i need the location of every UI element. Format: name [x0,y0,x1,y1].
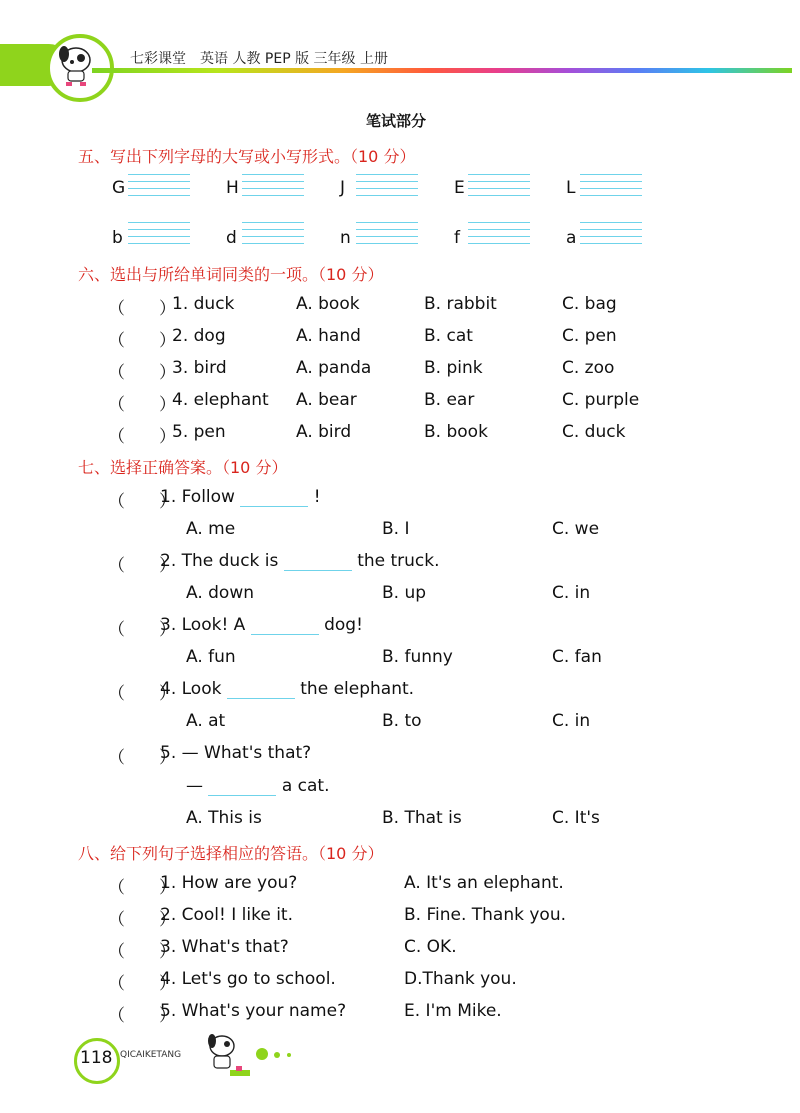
question-sentence: 3. What's that? [160,937,289,957]
answer-blank[interactable] [227,680,295,699]
option-c: C. bag [562,294,617,314]
option-c: C. we [552,519,600,539]
option-c: C. duck [562,422,626,442]
question-word: 5. pen [172,422,226,442]
question-word: 2. dog [172,326,226,346]
option-a: A. fun [186,647,236,667]
answer-paren[interactable]: （ ） [108,748,176,768]
writing-lines[interactable] [128,222,190,244]
answer-blank[interactable] [208,777,276,796]
footer-dot-icon [274,1052,280,1058]
letter: E [454,178,465,198]
letter: f [454,228,460,248]
option-a: A. me [186,519,236,539]
writing-lines[interactable] [356,174,418,196]
answer-option: C. OK. [404,937,457,957]
answer-paren[interactable]: （ ） [108,684,176,704]
answer-paren[interactable]: （ ） [108,878,176,898]
answer-blank[interactable] [251,616,319,635]
answer-paren[interactable]: （ ） [108,556,176,576]
option-a: A. panda [296,358,372,378]
question-word: 4. elephant [172,390,269,410]
answer-blank[interactable] [284,552,352,571]
writing-lines[interactable] [128,174,190,196]
answer-paren[interactable]: （ ） [108,299,176,319]
question-sentence: 3. Look! A dog! [160,615,363,635]
question-sentence: 1. How are you? [160,873,298,893]
answer-option: B. Fine. Thank you. [404,905,567,925]
writing-lines[interactable] [580,222,642,244]
answer-paren[interactable]: （ ） [108,492,176,512]
section7-heading: 七、选择正确答案。（10 分） [78,458,288,477]
footer-dot-icon [287,1053,291,1057]
header-rainbow-bar [92,68,792,73]
writing-lines[interactable] [580,174,642,196]
option-a: A. book [296,294,360,314]
footer-mascot-icon [200,1030,254,1084]
answer-paren[interactable]: （ ） [108,395,176,415]
question-word: 1. duck [172,294,235,314]
letter: G [112,178,126,198]
option-c: C. in [552,711,591,731]
writing-lines[interactable] [242,222,304,244]
option-b: B. That is [382,808,462,828]
answer-paren[interactable]: （ ） [108,1006,176,1026]
letter: n [340,228,351,248]
option-c: C. in [552,583,591,603]
answer-paren[interactable]: （ ） [108,363,176,383]
question-sentence: 5. What's your name? [160,1001,347,1021]
answer-paren[interactable]: （ ） [108,427,176,447]
option-b: B. funny [382,647,453,667]
writing-lines[interactable] [468,222,530,244]
option-b: B. up [382,583,427,603]
question-sentence: 2. The duck is the truck. [160,551,440,571]
answer-paren[interactable]: （ ） [108,910,176,930]
answer-blank[interactable] [240,488,308,507]
option-c: C. pen [562,326,617,346]
footer-dot-icon [256,1048,268,1060]
writing-lines[interactable] [356,222,418,244]
option-b: B. I [382,519,410,539]
answer-option: D.Thank you. [404,969,517,989]
option-a: A. This is [186,808,262,828]
answer-paren[interactable]: （ ） [108,942,176,962]
question-sentence: 4. Look the elephant. [160,679,415,699]
option-c: C. zoo [562,358,615,378]
option-a: A. hand [296,326,361,346]
writing-lines[interactable] [468,174,530,196]
response-line: — a cat. [186,776,330,796]
page-number: 118 [80,1048,113,1068]
letter: H [226,178,239,198]
option-c: C. fan [552,647,602,667]
option-b: B. to [382,711,422,731]
question-sentence: 5. — What's that? [160,743,312,763]
letter: a [566,228,577,248]
option-b: B. rabbit [424,294,497,314]
option-b: B. cat [424,326,473,346]
answer-paren[interactable]: （ ） [108,974,176,994]
option-b: B. book [424,422,488,442]
question-sentence: 1. Follow ! [160,487,321,507]
section8-heading: 八、给下列句子选择相应的答语。（10 分） [78,844,384,863]
answer-paren[interactable]: （ ） [108,620,176,640]
question-sentence: 2. Cool! I like it. [160,905,293,925]
option-a: A. at [186,711,226,731]
answer-option: E. I'm Mike. [404,1001,502,1021]
option-a: A. bear [296,390,357,410]
option-a: A. down [186,583,255,603]
option-b: B. ear [424,390,475,410]
letter: J [340,178,346,198]
question-word: 3. bird [172,358,227,378]
answer-option: A. It's an elephant. [404,873,564,893]
footer-brand: QICAIKETANG [120,1050,182,1060]
letter: L [566,178,576,198]
question-sentence: 4. Let's go to school. [160,969,336,989]
header-title: 七彩课堂 英语 人教 PEP 版 三年级 上册 [130,51,388,67]
option-b: B. pink [424,358,483,378]
section5-heading: 五、写出下列字母的大写或小写形式。（10 分） [78,147,416,166]
answer-paren[interactable]: （ ） [108,331,176,351]
writing-lines[interactable] [242,174,304,196]
section6-heading: 六、选出与所给单词同类的一项。（10 分） [78,265,384,284]
option-c: C. purple [562,390,640,410]
option-a: A. bird [296,422,352,442]
option-c: C. It's [552,808,600,828]
page-title: 笔试部分 [366,112,427,130]
letter: d [226,228,237,248]
letter: b [112,228,123,248]
